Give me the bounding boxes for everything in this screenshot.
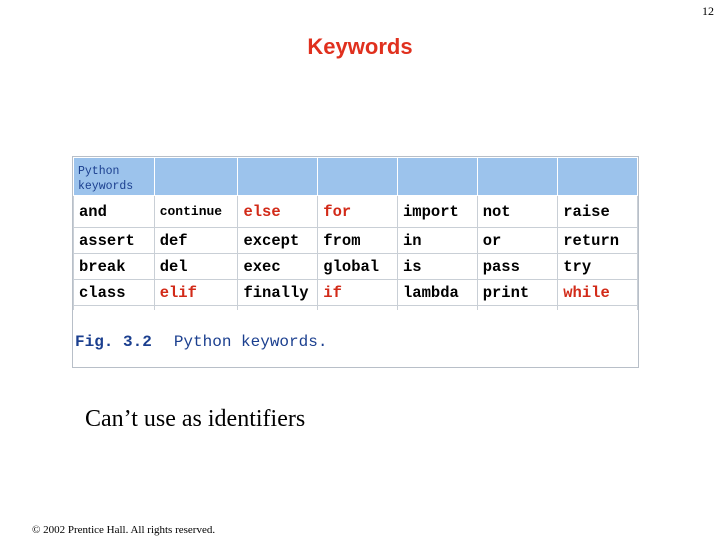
keyword-cell: try <box>558 254 638 280</box>
spacer-cell <box>238 306 318 310</box>
keyword-cell: import <box>398 196 478 228</box>
keyword-cell: elif <box>154 280 238 306</box>
keyword-cell: finally <box>238 280 318 306</box>
header-cell <box>154 158 238 196</box>
header-cell <box>398 158 478 196</box>
keyword-cell: is <box>398 254 478 280</box>
keyword-cell: print <box>477 280 558 306</box>
keyword-cell: else <box>238 196 318 228</box>
keywords-figure <box>72 156 639 368</box>
figure-caption <box>75 333 327 351</box>
keyword-cell: return <box>558 228 638 254</box>
keyword-cell: break <box>74 254 155 280</box>
slide-title: Keywords <box>307 34 413 59</box>
spacer-cell <box>398 306 478 310</box>
keyword-cell: global <box>318 254 398 280</box>
keyword-cell: del <box>154 254 238 280</box>
page-number: 12 <box>702 4 714 18</box>
keyword-cell: lambda <box>398 280 478 306</box>
keyword-cell: in <box>398 228 478 254</box>
spacer-cell <box>477 306 558 310</box>
header-cell <box>318 158 398 196</box>
table-header-row <box>74 158 638 196</box>
table-spacer-row <box>74 306 638 310</box>
table-row <box>74 196 638 228</box>
spacer-cell <box>558 306 638 310</box>
header-cell <box>558 158 638 196</box>
keyword-cell: def <box>154 228 238 254</box>
table-row <box>74 228 638 254</box>
keyword-cell: from <box>318 228 398 254</box>
header-cell <box>477 158 558 196</box>
keyword-cell: if <box>318 280 398 306</box>
table-row <box>74 254 638 280</box>
keyword-cell: continue <box>154 196 238 228</box>
spacer-cell <box>318 306 398 310</box>
spacer-cell <box>74 306 155 310</box>
keyword-cell: for <box>318 196 398 228</box>
keyword-cell: and <box>74 196 155 228</box>
header-cell <box>238 158 318 196</box>
keyword-cell: not <box>477 196 558 228</box>
keyword-cell: class <box>74 280 155 306</box>
keyword-cell: while <box>558 280 638 306</box>
keyword-cell: pass <box>477 254 558 280</box>
spacer-cell <box>154 306 238 310</box>
copyright-footer: © 2002 Prentice Hall. All rights reserved. <box>32 524 216 536</box>
keyword-cell: exec <box>238 254 318 280</box>
keyword-cell: except <box>238 228 318 254</box>
keyword-cell: or <box>477 228 558 254</box>
keyword-cell: assert <box>74 228 155 254</box>
header-caption-line2: keywords <box>78 180 134 193</box>
figure-caption-text: Python keywords. <box>173 333 328 351</box>
table-header-caption <box>74 158 155 196</box>
slide-subtitle: Can’t use as identifiers <box>85 406 306 432</box>
table-row <box>74 280 638 306</box>
figure-number: Fig. 3.2 <box>75 333 152 351</box>
keyword-cell: raise <box>558 196 638 228</box>
header-caption-line1: Python <box>78 165 120 178</box>
keywords-table <box>73 157 638 310</box>
